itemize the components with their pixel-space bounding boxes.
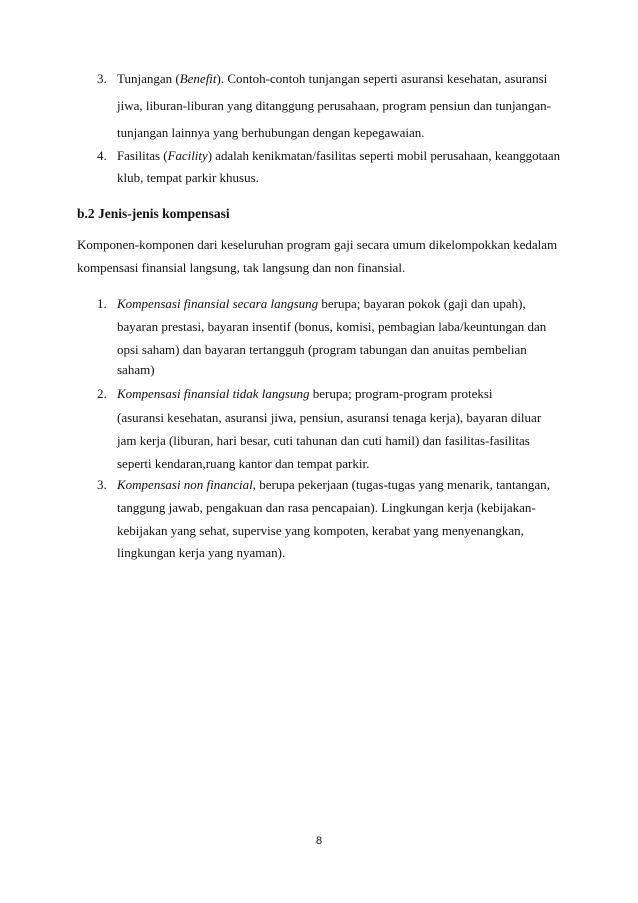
list-item-line: tanggung jawab, pengakuan dan rasa pencapaian). Lingkungan kerja (kebijakan-	[117, 500, 536, 515]
paragraph-line: kompensasi finansial langsung, tak langsung dan non finansial.	[77, 260, 406, 275]
list-item-line: jam kerja (liburan, hari besar, cuti tahunan dan cuti hamil) dan fasilitas-fasilitas	[117, 433, 530, 448]
list-item-line	[117, 386, 493, 402]
section-heading: b.2 Jenis-jenis kompensasi	[77, 206, 230, 221]
list-item-line: bayaran prestasi, bayaran insentif (bonus, komisi, pembagian laba/keuntungan dan	[117, 319, 547, 334]
text-segment: berupa; bayaran pokok (gaji dan upah),	[318, 296, 526, 311]
list-item-line	[117, 148, 560, 164]
list-number: 3.	[97, 71, 107, 86]
text-segment: , berupa pekerjaan (tugas-tugas yang menarik, tantangan,	[252, 477, 550, 492]
italic-term: Benefit	[179, 71, 217, 86]
list-item-line	[117, 477, 550, 493]
list-number: 2.	[97, 386, 107, 401]
list-item-line	[117, 296, 526, 312]
list-item-line: seperti kendaran,ruang kantor dan tempat parkir.	[117, 456, 370, 471]
list-item-line: lingkungan kerja yang nyaman).	[117, 545, 286, 560]
list-number: 3.	[97, 477, 107, 492]
paragraph-line: Komponen-komponen dari keseluruhan program gaji secara umum dikelompokkan kedalam	[77, 237, 558, 252]
page-number: 8	[316, 835, 323, 847]
list-item-line: klub, tempat parkir khusus.	[117, 170, 259, 185]
italic-term: Kompensasi finansial tidak langsung	[117, 386, 310, 401]
italic-term: Kompensasi non financial	[117, 477, 253, 492]
text-segment: ). Contoh-contoh tunjangan seperti asuransi kesehatan, asuransi	[216, 71, 548, 86]
list-item-line: jiwa, liburan-liburan yang ditanggung perusahaan, program pensiun dan tunjangan-	[117, 98, 551, 113]
list-item-line: opsi saham) dan bayaran tertangguh (program tabungan dan anuitas pembelian	[117, 342, 527, 357]
list-number: 1.	[97, 296, 107, 311]
list-item-line: saham)	[117, 362, 155, 377]
italic-term: Kompensasi finansial secara langsung	[117, 296, 319, 311]
list-item-line: (asuransi kesehatan, asuransi jiwa, pensiun, asuransi tenaga kerja), bayaran diluar	[117, 410, 542, 425]
text-segment: Tunjangan (	[117, 71, 180, 86]
italic-term: Facility	[167, 148, 208, 163]
list-item-line	[117, 71, 547, 87]
text-segment: ) adalah kenikmatan/fasilitas seperti mobil perusahaan, keanggotaan	[207, 148, 561, 163]
list-number: 4.	[97, 148, 107, 163]
text-segment: Fasilitas (	[117, 148, 168, 163]
list-item-line: kebijakan yang sehat, supervise yang kompoten, kerabat yang menyenangkan,	[117, 523, 524, 538]
text-segment: berupa; program-program proteksi	[309, 386, 493, 401]
list-item-line: tunjangan lainnya yang berhubungan dengan kepegawaian.	[117, 125, 425, 140]
